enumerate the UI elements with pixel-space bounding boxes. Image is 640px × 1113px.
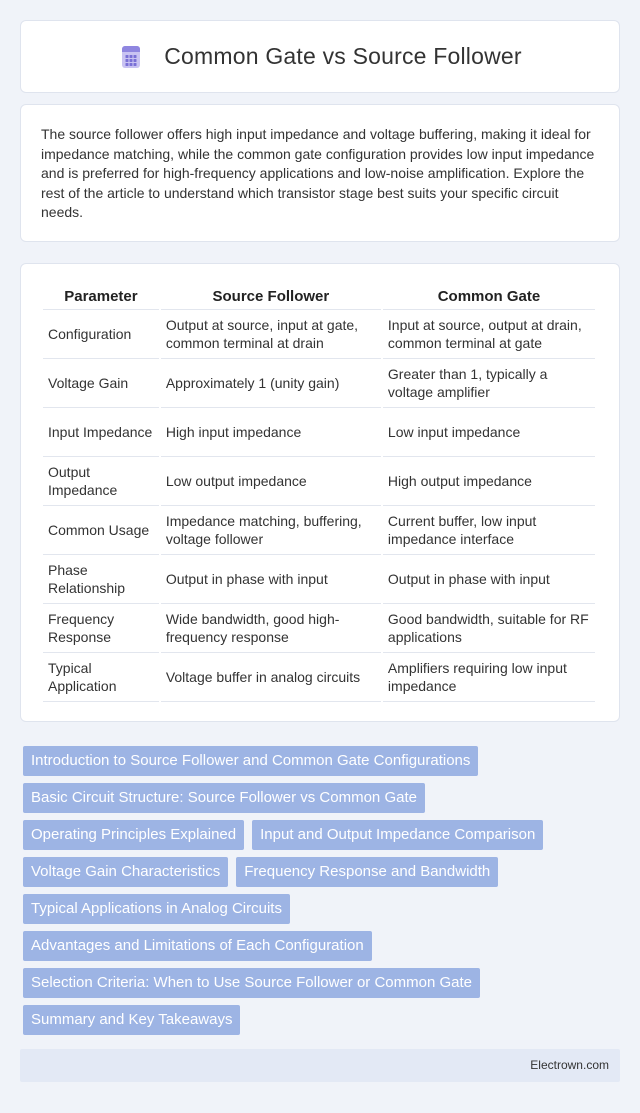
row-common-gate: High output impedance xyxy=(383,457,595,506)
row-common-gate: Greater than 1, typically a voltage amplifier xyxy=(383,359,595,408)
footer xyxy=(20,1049,620,1082)
table-row xyxy=(43,408,595,457)
row-parameter: Output Impedance xyxy=(43,457,159,506)
table-row xyxy=(43,457,595,506)
title-card xyxy=(20,20,620,93)
row-parameter: Input Impedance xyxy=(43,408,159,457)
row-parameter: Voltage Gain xyxy=(43,359,159,408)
column-header-source-follower: Source Follower xyxy=(161,286,381,310)
table-row xyxy=(43,555,595,604)
topic-link[interactable]: Basic Circuit Structure: Source Follower vs Common Gate xyxy=(23,783,425,813)
intro-paragraph: The source follower offers high input impedance and voltage buffering, making it ideal for impedance matching, while the common gate configuration provides low input impedance and is preferred for high-frequency applications and low-noise amplification. Explore the rest of the article to understand which transistor stage best suits your specific circuit needs. xyxy=(41,126,595,220)
row-parameter: Frequency Response xyxy=(43,604,159,653)
table-row xyxy=(43,310,595,359)
column-header-parameter: Parameter xyxy=(43,286,159,310)
row-parameter: Typical Application xyxy=(43,653,159,702)
topic-link[interactable]: Introduction to Source Follower and Common Gate Configurations xyxy=(23,746,478,776)
intro-card xyxy=(20,104,620,242)
row-source-follower: Output at source, input at gate, common terminal at drain xyxy=(161,310,381,359)
page-title: Common Gate vs Source Follower xyxy=(164,43,522,69)
row-common-gate: Current buffer, low input impedance interface xyxy=(383,506,595,555)
topic-link[interactable]: Selection Criteria: When to Use Source Follower or Common Gate xyxy=(23,968,480,998)
table-row xyxy=(43,653,595,702)
row-common-gate: Amplifiers requiring low input impedance xyxy=(383,653,595,702)
comparison-table xyxy=(41,286,597,702)
row-source-follower: Impedance matching, buffering, voltage follower xyxy=(161,506,381,555)
row-common-gate: Input at source, output at drain, common terminal at gate xyxy=(383,310,595,359)
topic-link[interactable]: Advantages and Limitations of Each Configuration xyxy=(23,931,372,961)
row-source-follower: Voltage buffer in analog circuits xyxy=(161,653,381,702)
topic-link[interactable]: Typical Applications in Analog Circuits xyxy=(23,894,290,924)
topic-link[interactable]: Operating Principles Explained xyxy=(23,820,244,850)
comparison-table-card xyxy=(20,263,620,722)
table-row xyxy=(43,359,595,408)
row-source-follower: Low output impedance xyxy=(161,457,381,506)
table-row xyxy=(43,604,595,653)
row-common-gate: Good bandwidth, suitable for RF applications xyxy=(383,604,595,653)
footer-site-name: Electrown.com xyxy=(530,1058,609,1072)
row-parameter: Phase Relationship xyxy=(43,555,159,604)
table-row xyxy=(43,506,595,555)
topic-link[interactable]: Voltage Gain Characteristics xyxy=(23,857,228,887)
table-header-row xyxy=(43,286,595,310)
row-parameter: Configuration xyxy=(43,310,159,359)
column-header-common-gate: Common Gate xyxy=(383,286,595,310)
row-source-follower: Output in phase with input xyxy=(161,555,381,604)
topic-link[interactable]: Input and Output Impedance Comparison xyxy=(252,820,543,850)
topic-link[interactable]: Frequency Response and Bandwidth xyxy=(236,857,498,887)
topic-links xyxy=(23,746,603,1035)
row-source-follower: Wide bandwidth, good high-frequency response xyxy=(161,604,381,653)
calculator-icon xyxy=(118,44,144,70)
row-source-follower: Approximately 1 (unity gain) xyxy=(161,359,381,408)
row-common-gate: Low input impedance xyxy=(383,408,595,457)
row-parameter: Common Usage xyxy=(43,506,159,555)
topic-link[interactable]: Summary and Key Takeaways xyxy=(23,1005,240,1035)
row-source-follower: High input impedance xyxy=(161,408,381,457)
row-common-gate: Output in phase with input xyxy=(383,555,595,604)
